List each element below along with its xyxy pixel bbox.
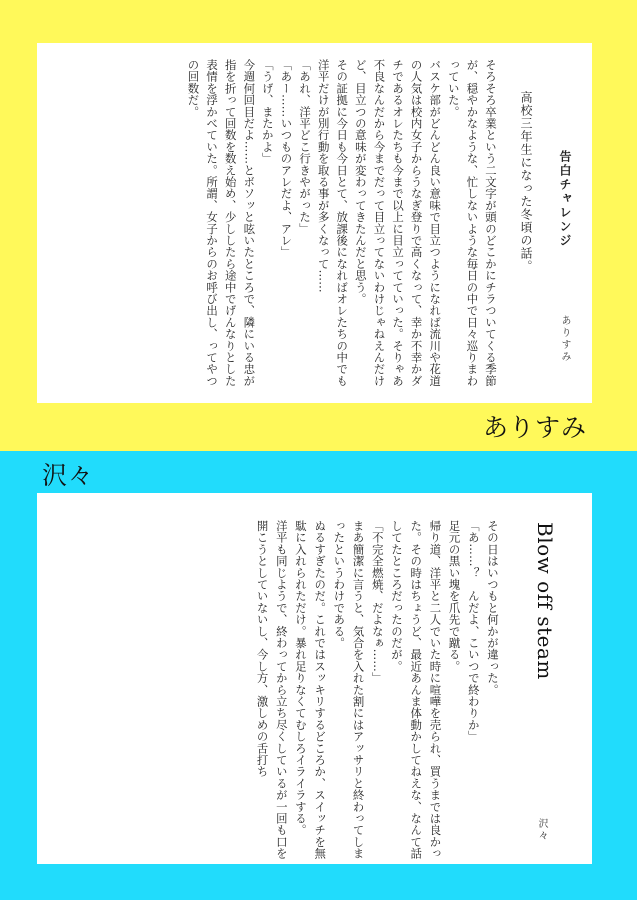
- story1-paragraph: 「うげ、またかよ」: [260, 59, 275, 165]
- story2-paragraph: 「あ……？ んだよ、こいつで終わりか」: [466, 520, 481, 743]
- story2-paragraph: 洋平も同じようで、終わってから立ち尽くしているが一回も口を開こうとしていないし、今し方、激しめの舌打ち: [255, 520, 289, 860]
- story1-title: 告白チャレンジ: [558, 150, 572, 248]
- pen-name-label-bottom: 沢々: [42, 461, 95, 490]
- story1-paragraph: そろそろ卒業という二文字が頭のどこかにチラついてくる季節が、穏やかなような、忙しないような毎日の中で日々巡りまわっていた。: [446, 59, 498, 387]
- story2-author: 沢々: [536, 818, 547, 842]
- story1-author: ありすみ: [559, 315, 570, 363]
- story2-body: [132, 520, 502, 860]
- story1-subtitle: 高校三年生になった冬頃の話。: [519, 91, 533, 273]
- story2-paragraph: 足元の黒い塊を爪先で蹴る。: [447, 520, 462, 673]
- story2-paragraph: 「不完全燃焼、だよなぁ……」: [370, 520, 385, 684]
- story1-body: [142, 59, 500, 389]
- story2-paragraph: ぬるすぎたのだ。これではスッキリするどころか、スイッチを無駄に入れられただけ。暴れ足りなくてむしろイライラする。: [293, 520, 328, 860]
- story2-paragraph: 帰り道、洋平と二人でいた時に喧嘩を売られ、買うまでは良かった。その時はちょうど、最近あんま体動かしてねえな、なんて話してたところだったのだが。: [389, 520, 443, 860]
- story2-page: [37, 493, 592, 864]
- story1-paragraph: バスケ部がどんどん良い意味で目立つようになれば流川や花道の人気は校内女子からうなぎ登りで高くなって、幸か不幸かダチであるオレたちも今まで以上に目立ってていった。そりゃあ不良なんだから今までだって目立ってないわけじゃねえんだけど、目立つの意味が変わってきたんだと思う。: [353, 59, 443, 387]
- story2-paragraph: その日はいつもと何かが違った。: [486, 520, 500, 696]
- story2-paragraph: まあ簡潔に言うと、気合を入れた割にはアッサリと終わってしまったというわけである。: [332, 520, 366, 860]
- pen-name-label-top: ありすみ: [483, 413, 588, 442]
- story1-paragraph: 今週何回目だよ……とボソッと呟いたところで、隣にいる忠が指を折って回数を数え始め、少ししたら途中でげんなりとした表情を浮かべていた。所謂、女子からのお呼び出し、ってやつの回数だ。: [186, 59, 257, 387]
- story1-paragraph: その証拠に今日も今日とて、放課後になればオレたちの中でも洋平だけが別行動を取る事が多くなって……: [316, 59, 350, 387]
- story1-page: [37, 43, 592, 403]
- story2-title: Blow off steam: [533, 522, 557, 680]
- story1-paragraph: 「あー……いつものアレだよ、アレ」: [279, 59, 294, 258]
- story1-paragraph: 「あれ、洋平どこ行きやがった」: [298, 59, 313, 235]
